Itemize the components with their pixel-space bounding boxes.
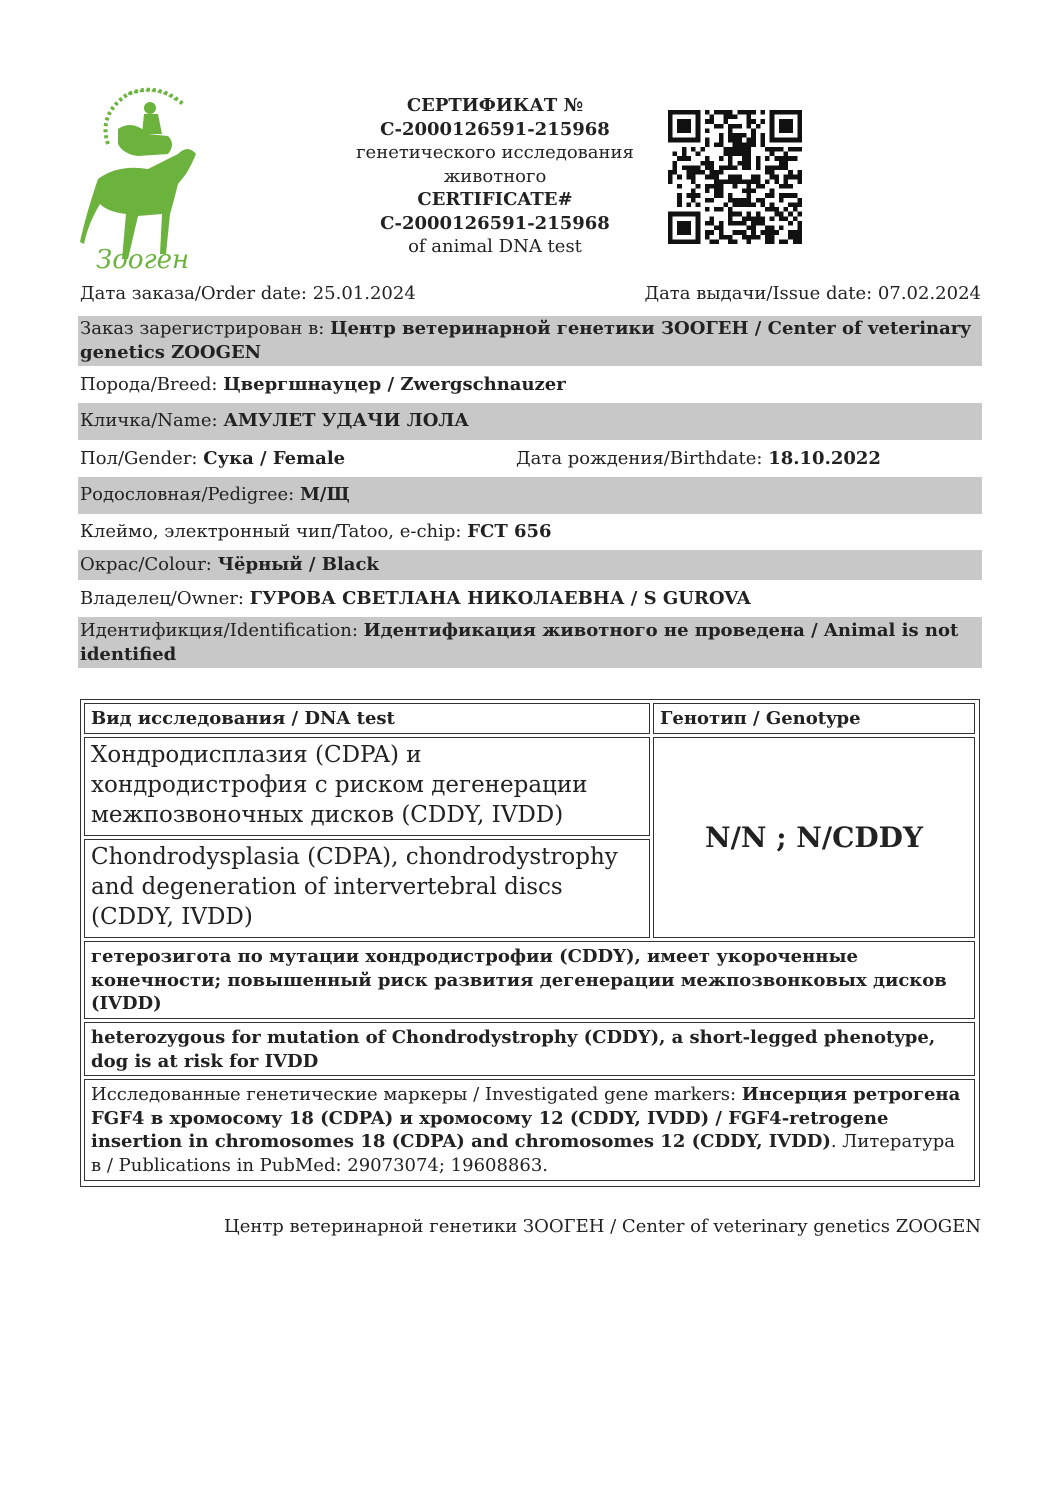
test-name-ru bbox=[84, 737, 650, 836]
registered-value: Центр ветеринарной генетики ЗООГЕН / Center of veterinary genetics ZOOGEN bbox=[80, 318, 971, 363]
owner-value: ГУРОВА СВЕТЛАНА НИКОЛАЕВНА / S GUROVA bbox=[249, 588, 751, 609]
identification-value: Идентификация животного не проведена / Animal is not identified bbox=[80, 620, 959, 665]
gender-value: Сука / Female bbox=[203, 448, 346, 469]
test-name-ru-text: Хондродисплазия (CDPA) и хондродистрофия с риском дегенерации межпозвоночных дисков (CDDY, IVDD) bbox=[91, 742, 588, 828]
breed-value: Цвергшнауцер / Zwergschnauzer bbox=[223, 374, 566, 395]
certificate-number-en: С-2000126591-215968 bbox=[380, 212, 610, 234]
col-header-genotype-text: Генотип / Genotype bbox=[660, 708, 861, 729]
chip-value: FCT 656 bbox=[467, 521, 552, 542]
genotype-result bbox=[653, 737, 975, 938]
title-en: CERTIFICATE# bbox=[417, 189, 573, 210]
gene-markers bbox=[84, 1079, 975, 1181]
registered-row bbox=[78, 316, 982, 366]
chip-row bbox=[78, 520, 982, 544]
birthdate-label: Дата рождения/Birthdate: bbox=[516, 448, 763, 469]
publications-text: . Литература в / Publications in PubMed: 29073074; 19608863. bbox=[91, 1131, 955, 1176]
qr-code-icon bbox=[668, 110, 802, 244]
birthdate-value: 18.10.2022 bbox=[768, 448, 881, 469]
owner-label: Владелец/Owner: bbox=[80, 588, 244, 609]
identification-label: Идентификция/Identification: bbox=[80, 620, 358, 641]
test-name-en-text: Chondrodysplasia (CDPA), chondrodystrophy and degeneration of intervertebral discs (CDDY, IVDD) bbox=[91, 844, 618, 930]
pedigree-label: Родословная/Pedigree: bbox=[80, 484, 295, 505]
name-label: Кличка/Name: bbox=[80, 410, 218, 431]
colour-value: Чёрный / Black bbox=[217, 554, 379, 575]
pedigree-row bbox=[78, 477, 982, 514]
registered-label: Заказ зарегистрирован в: bbox=[80, 318, 325, 339]
colour-row bbox=[78, 550, 982, 580]
subtitle-ru-line1: генетического исследования bbox=[356, 142, 634, 163]
pedigree-value: М/Щ bbox=[299, 484, 350, 505]
certificate-title bbox=[345, 94, 645, 259]
subtitle-en: of animal DNA test bbox=[408, 236, 582, 257]
footer-organization: Центр ветеринарной генетики ЗООГЕН / Center of veterinary genetics ZOOGEN bbox=[224, 1216, 981, 1237]
name-value: АМУЛЕТ УДАЧИ ЛОЛА bbox=[223, 410, 469, 431]
gene-markers-label: Исследованные генетические маркеры / Investigated gene markers: bbox=[91, 1084, 737, 1105]
certificate-number-ru: С-2000126591-215968 bbox=[380, 118, 610, 140]
title-ru: СЕРТИФИКАТ № bbox=[406, 95, 584, 116]
order-date: Дата заказа/Order date: 25.01.2024 bbox=[80, 283, 416, 304]
birthdate-group bbox=[516, 447, 881, 471]
svg-text:Зооген: Зооген bbox=[96, 245, 190, 272]
dna-test-table bbox=[80, 699, 980, 1187]
breed-label: Порода/Breed: bbox=[80, 374, 218, 395]
col-header-genotype bbox=[653, 703, 975, 734]
subtitle-ru-line2: животного bbox=[443, 165, 547, 187]
gender-row bbox=[78, 447, 982, 471]
zoogen-logo-icon bbox=[78, 84, 206, 272]
genotype-result-text: N/N ; N/CDDY bbox=[705, 821, 923, 854]
test-name-en bbox=[84, 839, 650, 938]
gene-markers-value: Инсерция ретрогена FGF4 в хромосому 18 (CDPA) и хромосому 12 (CDDY, IVDD) / FGF4-retrogene insertion in chromosomes 18 (CDPA) and chromosomes 12 (CDDY, IVDD) bbox=[91, 1084, 961, 1152]
interpretation-en-text: heterozygous for mutation of Chondrodystrophy (CDDY), a short-legged phenotype, dog is at risk for IVDD bbox=[91, 1027, 936, 1072]
interpretation-ru-text: гетерозигота по мутации хондродистрофии (CDDY), имеет укороченные конечности; повышенный риск развития дегенерации межпозвонковых дисков (IVDD) bbox=[91, 946, 947, 1014]
name-row bbox=[78, 403, 982, 440]
col-header-test bbox=[84, 703, 650, 734]
issue-date: Дата выдачи/Issue date: 07.02.2024 bbox=[644, 283, 981, 304]
interpretation-en bbox=[84, 1022, 975, 1076]
owner-row bbox=[78, 587, 982, 611]
chip-label: Клеймо, электронный чип/Tatoo, e-chip: bbox=[80, 521, 462, 542]
breed-row bbox=[78, 373, 982, 397]
colour-label: Окрас/Colour: bbox=[80, 554, 212, 575]
interpretation-ru bbox=[84, 941, 975, 1019]
identification-row bbox=[78, 617, 982, 668]
gender-label: Пол/Gender: bbox=[80, 448, 198, 469]
col-header-test-text: Вид исследования / DNA test bbox=[91, 708, 395, 729]
